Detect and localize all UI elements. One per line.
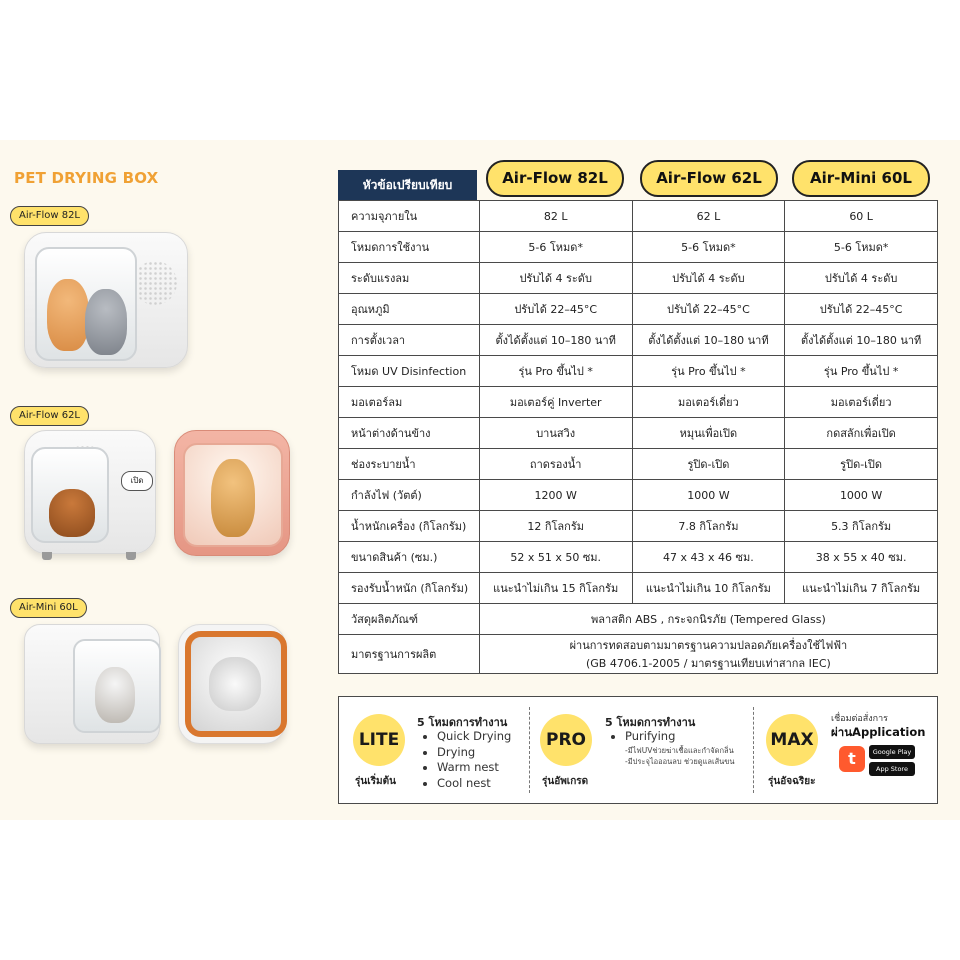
table-row: ระดับแรงลม ปรับได้ 4 ระดับ ปรับได้ 4 ระดับ ปรับได้ 4 ระดับ — [339, 263, 938, 294]
divider — [529, 707, 530, 793]
pro-notes: -มีไฟUVช่วยฆ่าเชื้อและกำจัดกลิ่น -มีประจุไอออนลบ ช่วยดูแลเส้นขน — [625, 746, 735, 766]
standard-line-1: ผ่านการทดสอบตามมาตรฐานความปลอดภัยเครื่องใช้ไฟฟ้า — [569, 639, 848, 652]
product-label-airflow-82l: Air-Flow 82L — [10, 206, 89, 226]
list-item: • Quick Drying — [437, 729, 511, 745]
list-item: • Drying — [437, 745, 511, 761]
side-sticker: เปิด — [121, 471, 153, 491]
tuya-app-icon: t — [839, 746, 865, 772]
table-row: ขนาดสินค้า (ซม.) 52 x 51 x 50 ซม. 47 x 43 x 46 ซม. 38 x 55 x 40 ซม. — [339, 542, 938, 573]
lite-mode-list — [423, 729, 511, 791]
table-row: กำลังไฟ (วัตต์) 1200 W 1000 W 1000 W — [339, 480, 938, 511]
table-row: วัสดุผลิตภัณฑ์ พลาสติก ABS , กระจกนิรภัย (Tempered Glass) — [339, 604, 938, 635]
list-item: • Purifying — [625, 729, 675, 745]
standard-line-2: (GB 4706.1-2005 / มาตรฐานเทียบเท่าสากล IEC) — [585, 657, 831, 670]
lite-title: 5 โหมดการทำงาน — [417, 716, 508, 729]
column-header-airflow-82l: Air-Flow 82L — [486, 160, 624, 197]
comparison-table — [338, 200, 938, 674]
app-store-badge: App Store — [869, 762, 915, 776]
list-item: • Cool nest — [437, 776, 511, 792]
table-row: โหมด UV Disinfection รุ่น Pro ขึ้นไป * รุ่น Pro ขึ้นไป * รุ่น Pro ขึ้นไป * — [339, 356, 938, 387]
table-row: มาตรฐานการผลิต ผ่านการทดสอบตามมาตรฐานความปลอดภัยเครื่องใช้ไฟฟ้า (GB 4706.1-2005 / มาตรฐานเทียบเท่าสากล IEC) — [339, 635, 938, 674]
product-label-airflow-62l: Air-Flow 62L — [10, 406, 89, 426]
table-row: การตั้งเวลา ตั้งได้ตั้งแต่ 10–180 นาที ตั้งได้ตั้งแต่ 10–180 นาที ตั้งได้ตั้งแต่ 10–180 นาที — [339, 325, 938, 356]
table-row: หน้าต่างด้านข้าง บานสวิง หมุนเพื่อเปิด กดสลักเพื่อเปิด — [339, 418, 938, 449]
table-row: อุณหภูมิ ปรับได้ 22–45°C ปรับได้ 22–45°C ปรับได้ 22–45°C — [339, 294, 938, 325]
table-row: ช่องระบายน้ำ ถาดรองน้ำ รูปิด-เปิด รูปิด-เปิด — [339, 449, 938, 480]
pro-caption: รุ่นอัพเกรด — [542, 776, 589, 787]
google-play-badge: Google Play — [869, 745, 915, 759]
product-label-airmini-60l: Air-Mini 60L — [10, 598, 87, 618]
max-application-text: ผ่านApplication — [831, 725, 926, 739]
pro-mode-list — [611, 729, 675, 745]
table-row: ความจุภายใน 82 L 62 L 60 L — [339, 201, 938, 232]
column-header-airmini-60l: Air-Mini 60L — [792, 160, 930, 197]
page-title: PET DRYING BOX — [14, 169, 159, 187]
table-row: น้ำหนักเครื่อง (กิโลกรัม) 12 กิโลกรัม 7.8 กิโลกรัม 5.3 กิโลกรัม — [339, 511, 938, 542]
pro-title: 5 โหมดการทำงาน — [605, 716, 696, 729]
table-row: รองรับน้ำหนัก (กิโลกรัม) แนะนำไม่เกิน 15 กิโลกรัม แนะนำไม่เกิน 10 กิโลกรัม แนะนำไม่เกิน 7 กิโลกรัม — [339, 573, 938, 604]
max-badge: MAX — [766, 714, 818, 766]
table-header-label: หัวข้อเปรียบเทียบ — [338, 170, 477, 201]
column-header-airflow-62l: Air-Flow 62L — [640, 160, 778, 197]
list-item: • Warm nest — [437, 760, 511, 776]
max-caption: รุ่นอัจฉริยะ — [768, 776, 816, 787]
modes-panel — [338, 696, 938, 804]
divider — [753, 707, 754, 793]
max-connect-text: เชื่อมต่อสั่งการ — [831, 714, 888, 724]
lite-caption: รุ่นเริ่มต้น — [355, 776, 396, 787]
table-row: โหมดการใช้งาน 5-6 โหมด* 5-6 โหมด* 5-6 โหมด* — [339, 232, 938, 263]
table-row: มอเตอร์ลม มอเตอร์คู่ Inverter มอเตอร์เดี่ยว มอเตอร์เดี่ยว — [339, 387, 938, 418]
pro-badge: PRO — [540, 714, 592, 766]
lite-badge: LITE — [353, 714, 405, 766]
